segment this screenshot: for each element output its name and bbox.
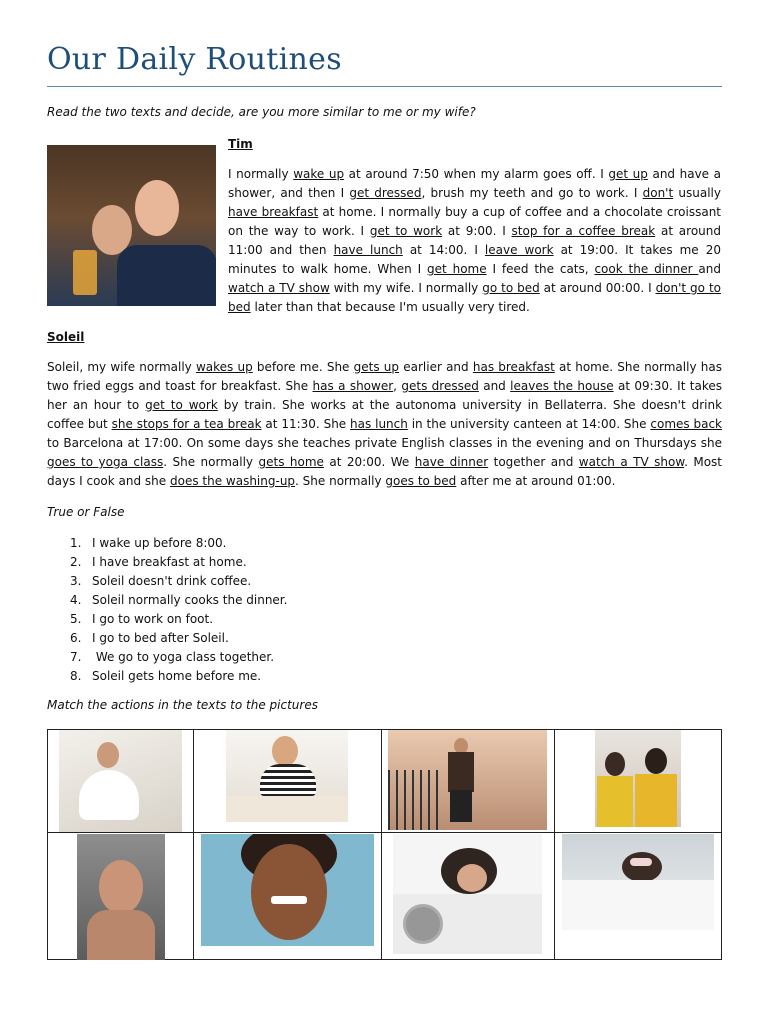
list-item: 1. I wake up before 8:00. [70,536,227,550]
two-women-in-pyjamas-photo [595,730,681,827]
list-item: 2. I have breakfast at home. [70,555,247,569]
woman-sleeping-in-bed-photo [562,834,714,930]
underlined-action: goes to yoga class [47,455,164,469]
underlined-action: leave work [484,243,554,257]
underlined-action: has lunch [350,417,408,431]
match-heading: Match the actions in the texts to the pictures [47,698,318,712]
underlined-action: gets home [258,455,324,469]
underlined-action: don't [642,186,674,200]
soleil-heading: Soleil [47,330,85,344]
true-false-list [70,536,287,688]
underlined-action: get dressed [349,186,422,200]
list-item: 7. We go to yoga class together. [70,650,275,664]
true-false-heading: True or False [47,505,125,519]
underlined-action: cook the dinner [594,262,699,276]
woman-eating-breakfast-photo [226,730,348,822]
underlined-action: get home [427,262,487,276]
man-in-shower-photo [77,834,165,960]
underlined-action: she stops for a tea break [111,417,262,431]
underlined-action: go to bed [482,281,540,295]
list-item: 8. Soleil gets home before me. [70,669,262,683]
picture-grid [47,729,722,960]
intro-instruction: Read the two texts and decide, are you more similar to me or my wife? [47,105,476,119]
underlined-action: get to work [369,224,443,238]
underlined-action: wake up [293,167,345,181]
underlined-action: gets dressed [401,379,479,393]
underlined-action: comes back [650,417,723,431]
underlined-action: leaves the house [510,379,614,393]
underlined-action: does the washing-up [169,474,296,488]
soleil-paragraph: Soleil, my wife normally wakes up before me. She gets up earlier and has breakfast at home. She normally has two fried eggs and toast for breakfast. She has a shower, gets dressed and leaves the house at 09:30. It takes her an hour to get to work by train. She works at the autonoma university in Bellaterra. She doesn't drink coffee but she stops for a tea break at 11:30. She has lunch in the university canteen at 14:00. She comes back to Barcelona at 17:00. On some days she teaches private English classes in the evening and on Thursdays she goes to yoga class. She normally gets home at 20:00. We have dinner together and watch a TV show. Most days I cook and she does the washing-up. She normally goes to bed after me at around 01:00. [47,360,723,488]
list-item: 4. Soleil normally cooks the dinner. [70,593,288,607]
underlined-action: get up [608,167,648,181]
underlined-action: wakes up [195,360,253,374]
title-divider [47,86,722,87]
underlined-action: goes to bed [385,474,457,488]
underlined-action: gets up [353,360,400,374]
underlined-action: don't go to bed [228,281,721,314]
underlined-action: has a shower [312,379,394,393]
underlined-action: watch a TV show [228,281,330,295]
underlined-action: have breakfast [228,205,319,219]
tim-and-wife-photo [47,145,216,306]
underlined-action: get to work [145,398,218,412]
list-item: 6. I go to bed after Soleil. [70,631,229,645]
underlined-action: have lunch [333,243,403,257]
tim-paragraph: I normally wake up at around 7:50 when my alarm goes off. I get up and have a shower, and then I get dressed, brush my teeth and go to work. I don't usually have breakfast at home. I normally buy a cup of coffee and a chocolate croissant on the way to work. I get to work at 9:00. I stop for a coffee break at around 11:00 and then have lunch at 14:00. I leave work at 19:00. It takes me 20 minutes to walk home. When I get home I feed the cats, cook the dinner and watch a TV show with my wife. I normally go to bed at around 00:00. I don't go to bed later than that because I'm usually very tired. [228,167,722,314]
woman-waking-with-alarm-clock-photo [393,834,542,954]
page-title: Our Daily Routines [47,42,342,77]
underlined-action: have dinner [414,455,489,469]
underlined-action: has breakfast [472,360,555,374]
woman-brushing-teeth-photo [201,834,374,946]
underlined-action: watch a TV show [578,455,685,469]
man-leaving-house-stairs-photo [388,730,547,830]
underlined-action: stop for a coffee break [511,224,656,238]
tim-heading: Tim [228,137,253,151]
list-item: 5. I go to work on foot. [70,612,214,626]
woman-stretching-in-bed-photo [59,730,182,832]
list-item: 3. Soleil doesn't drink coffee. [70,574,252,588]
